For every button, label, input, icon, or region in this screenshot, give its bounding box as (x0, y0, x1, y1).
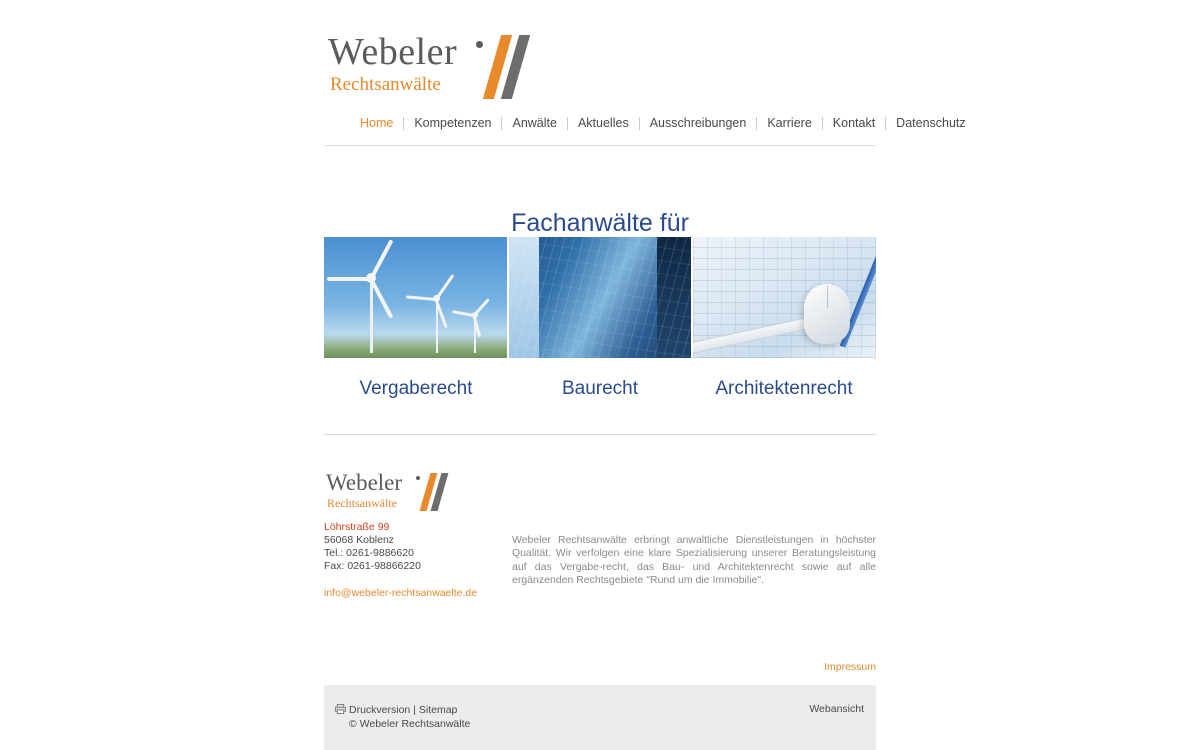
webview-link[interactable]: Webansicht (809, 703, 864, 715)
footer-logo-subtitle: Rechtsanwälte (327, 496, 397, 510)
bottom-bar-left (336, 703, 470, 731)
nav-item-karriere[interactable]: Karriere (767, 116, 812, 130)
header-divider (324, 145, 876, 146)
nav-item-kompetenzen[interactable]: Kompetenzen (414, 116, 492, 130)
nav-item-aktuelles[interactable]: Aktuelles (577, 116, 629, 130)
practice-area-image-strip (324, 237, 876, 358)
bottom-bar-separator: | (413, 704, 416, 716)
nav-item-kontakt[interactable]: Kontakt (832, 116, 876, 130)
address-phone: Tel.: 0261-9886620 (324, 547, 414, 559)
site-logo[interactable] (324, 25, 584, 95)
link-vergaberecht[interactable]: Vergaberecht (359, 378, 473, 399)
print-version-link[interactable]: Druckversion (349, 704, 411, 716)
email-link[interactable]: info@webeler-rechtsanwaelte.de (324, 587, 478, 599)
main-navigation (360, 116, 976, 131)
logo-subtitle: Rechtsanwälte (330, 74, 441, 95)
blueprint-and-mouse-photo[interactable] (693, 237, 876, 358)
footer-divider (324, 434, 876, 435)
logo-dot-icon (476, 41, 483, 48)
footer-double-slash-logo-icon (420, 473, 452, 511)
footer-logo[interactable] (324, 468, 524, 514)
address-city: 56068 Koblenz (324, 534, 395, 546)
address-street: Löhrstraße 99 (324, 521, 390, 533)
nav-item-ausschreibungen[interactable]: Ausschreibungen (649, 116, 747, 130)
caption-architektenrecht[interactable] (692, 378, 876, 408)
footer-address (324, 521, 524, 573)
logo-wordmark: Webeler (328, 31, 458, 73)
footer-description: Webeler Rechtsanwälte erbringt anwaltliche Dienstleistungen in höchster Qualität. Wir verfolgen eine klare Spezialisierung unserer Beratungsleistung auf das Vergabe-recht, das Bau- und Architektenrecht sowie auf alle ergänzenden Rechtsgebiete "Rund um die Immobilie". (512, 533, 876, 586)
sitemap-link[interactable]: Sitemap (418, 704, 458, 716)
wind-turbines-photo[interactable] (324, 237, 507, 358)
caption-vergaberecht[interactable] (324, 378, 508, 408)
impressum-link[interactable]: Impressum (824, 661, 876, 673)
impressum-row (324, 661, 876, 673)
link-baurecht[interactable]: Baurecht (561, 378, 639, 399)
page-title: Fachanwälte für (511, 208, 689, 237)
nav-item-datenschutz[interactable]: Datenschutz (896, 116, 966, 130)
bottom-bar-right (809, 703, 864, 715)
nav-item-home[interactable]: Home (360, 116, 394, 130)
footer-logo-wordmark: Webeler (326, 470, 403, 495)
printer-icon (335, 704, 346, 714)
nav-item-anwaelte[interactable]: Anwälte (512, 116, 557, 130)
link-architektenrecht[interactable]: Architektenrecht (715, 378, 853, 399)
glass-office-building-photo[interactable] (509, 237, 692, 358)
caption-baurecht[interactable] (508, 378, 692, 408)
practice-area-captions (324, 378, 876, 408)
bottom-bar (324, 685, 876, 750)
address-fax: Fax: 0261-98866220 (324, 560, 421, 572)
site-content-column (324, 0, 966, 750)
copyright-text: © Webeler Rechtsanwälte (349, 718, 471, 730)
double-slash-logo-icon (484, 35, 534, 99)
